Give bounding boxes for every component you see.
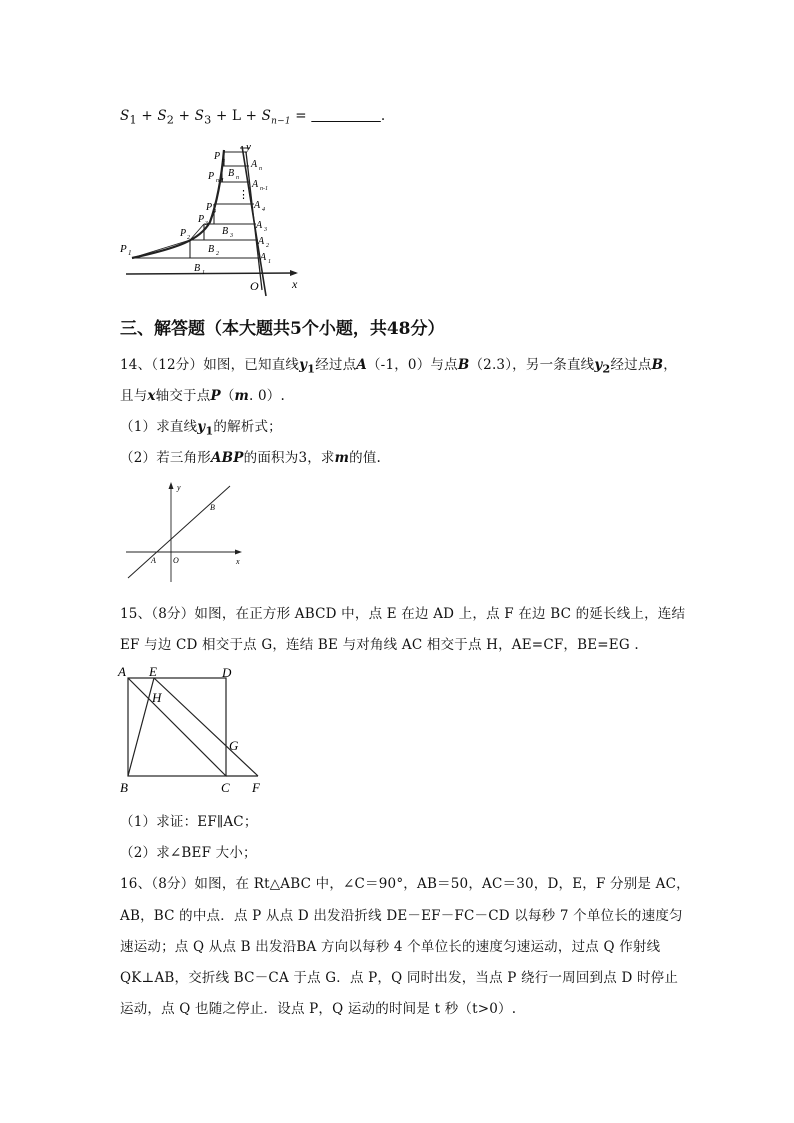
q14-sub1: （1）求直线$y_1$的解析式； (120, 419, 282, 438)
svg-text:1: 1 (268, 259, 271, 265)
svg-text:y: y (177, 483, 181, 492)
svg-text:P: P (180, 228, 187, 239)
svg-text:y: y (246, 141, 251, 153)
svg-text:B: B (194, 263, 201, 274)
svg-text:3: 3 (230, 233, 233, 239)
ladder-figure (118, 140, 308, 298)
svg-text:O: O (173, 556, 179, 565)
svg-text:2: 2 (266, 243, 269, 249)
q15-line2: EF 与边 CD 相交于点 G，连结 BE 与对角线 AC 相交于点 H，AE=CF，BE=EG . (120, 637, 639, 653)
svg-text:⋮: ⋮ (238, 189, 249, 201)
svg-text:1: 1 (202, 270, 205, 276)
svg-text:n-1: n-1 (260, 186, 268, 192)
svg-text:A: A (251, 159, 258, 170)
q16-line1: 16、（8分）如图，在 Rt△ABC 中，∠C＝90°，AB＝50，AC＝30，D，E，F 分别是 AC， (120, 876, 690, 892)
answer-blank: __________ (311, 108, 381, 124)
svg-text:P: P (206, 202, 213, 213)
svg-text:4: 4 (213, 209, 216, 215)
svg-text:1: 1 (128, 249, 132, 257)
svg-text:2: 2 (216, 251, 219, 257)
svg-text:B: B (228, 168, 235, 179)
svg-text:A: A (260, 252, 267, 263)
svg-text:x: x (236, 557, 240, 566)
svg-text:P: P (120, 243, 127, 255)
svg-text:A: A (151, 556, 156, 565)
svg-text:2: 2 (187, 235, 190, 241)
section-3-title: 三、解答题（本大题共5个小题，共48分） (120, 319, 445, 339)
q14-figure (122, 478, 252, 584)
svg-text:A: A (256, 220, 263, 231)
svg-text:A: A (254, 200, 261, 211)
q15-line1: 15、（8分）如图，在正方形 ABCD 中，点 E 在边 AD 上，点 F 在边 BC 的延长线上，连结 (120, 606, 686, 622)
q16-line2: AB，BC 的中点．点 P 从点 D 出发沿折线 DE－EF－FC－CD 以每秒 7 个单位长的速度匀 (120, 908, 683, 924)
svg-text:n: n (236, 175, 239, 181)
q15-figure (116, 664, 268, 798)
svg-text:B: B (208, 244, 215, 255)
svg-text:B: B (210, 503, 215, 512)
svg-text:H: H (152, 690, 162, 705)
svg-text:O: O (250, 279, 259, 293)
q14-line2: 且与x轴交于点P（m. 0）. (120, 388, 285, 404)
svg-text:E: E (149, 664, 157, 679)
q16-line4: QK⊥AB，交折线 BC－CA 于点 G．点 P，Q 同时出发，当点 P 绕行一周回到点 D 时停止 (120, 970, 679, 986)
svg-text:A: A (118, 664, 126, 679)
svg-text:C: C (221, 780, 230, 795)
q15-sub2: （2）求∠BEF 大小； (120, 845, 257, 861)
svg-text:n: n (222, 158, 225, 164)
formula-line: $S_1 + S_2 + S_3 + L + S_{n-1}$ = __________. (120, 108, 386, 127)
q16-line5: 运动，点 Q 也随之停止．设点 P，Q 运动的时间是 t 秒（t>0）. (120, 1001, 517, 1017)
svg-text:P: P (214, 151, 221, 162)
svg-text:3: 3 (205, 221, 208, 227)
q14-line1: 14、（12分）如图，已知直线$y_1$经过点A（-1，0）与点B（2.3），另一条直线$y_2$经过点B， (120, 357, 677, 376)
q16-line3: 速运动；点 Q 从点 B 出发沿BA 方向以每秒 4 个单位长的速度匀速运动，过点 Q 作射线 (120, 939, 661, 955)
svg-text:3: 3 (264, 227, 267, 233)
q14-sub2: （2）若三角形ABP的面积为3，求m的值. (120, 450, 382, 466)
q15-sub1: （1）求证：EF∥AC； (120, 814, 258, 830)
svg-text:n: n (259, 166, 262, 172)
svg-text:B: B (222, 226, 229, 237)
svg-text:A: A (258, 236, 265, 247)
svg-text:D: D (222, 665, 232, 680)
svg-text:n-1: n-1 (216, 178, 224, 184)
svg-text:x: x (292, 277, 298, 291)
svg-text:P: P (208, 171, 215, 182)
svg-text:G: G (229, 738, 239, 753)
svg-text:4: 4 (262, 207, 265, 213)
svg-text:P: P (198, 214, 205, 225)
svg-text:F: F (252, 780, 260, 795)
svg-text:B: B (120, 780, 128, 795)
svg-text:A: A (252, 179, 259, 190)
